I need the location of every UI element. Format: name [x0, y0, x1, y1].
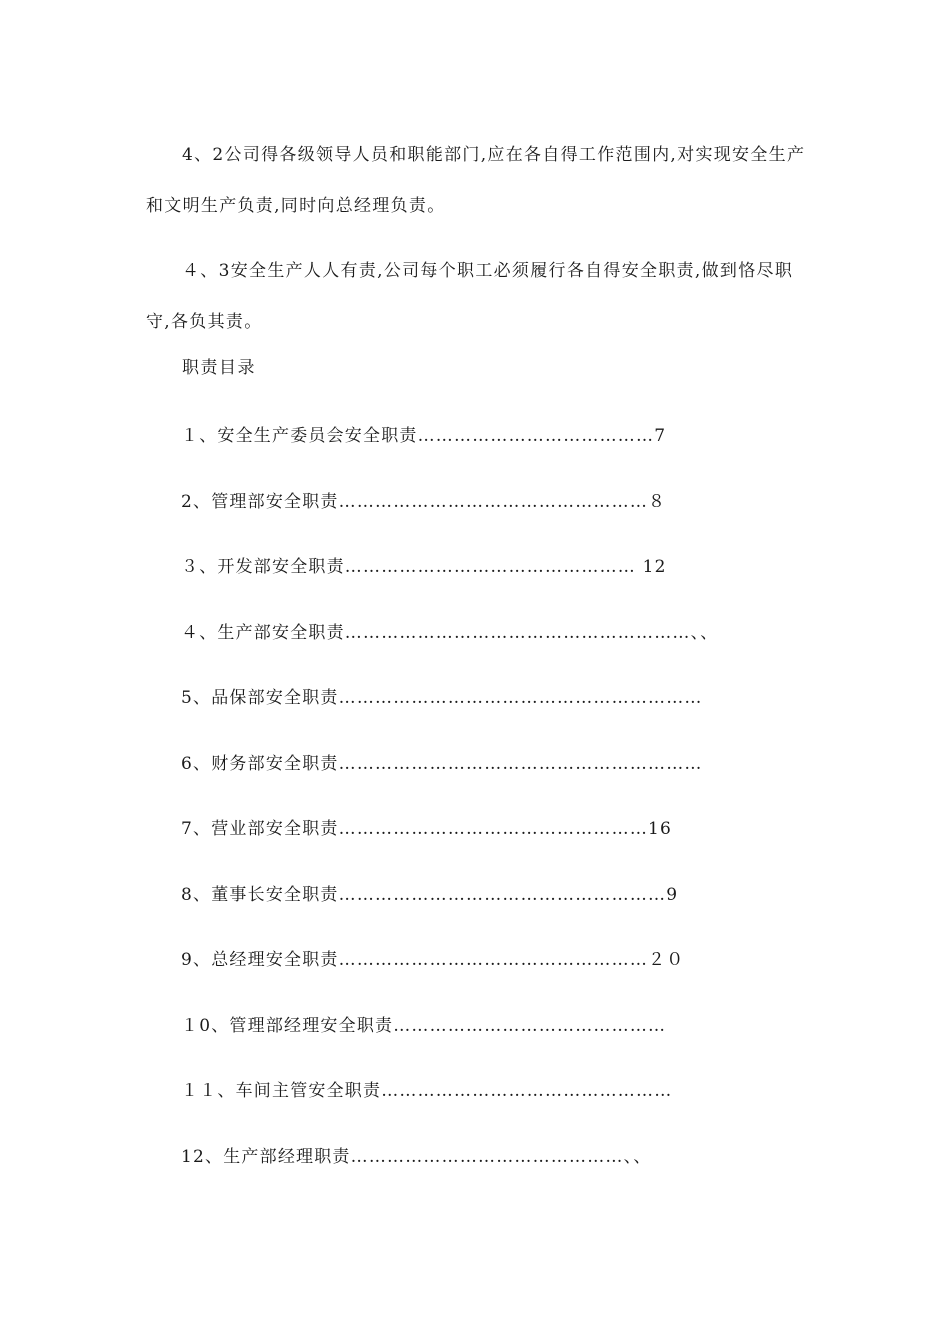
- toc-item: ３、开发部安全职责………………………………………… 12: [181, 557, 667, 577]
- toc-item: 2、管理部安全职责……………………………………………８: [181, 491, 667, 512]
- toc-item: 6、财务部安全职责……………………………………………………: [181, 753, 703, 774]
- paragraph-4-2: 4、2公司得各级领导人员和职能部门,应在各自得工作范围内,对实现安全生产和文明生产负责,同时向总经理负责。: [146, 145, 806, 216]
- toc-list: [181, 421, 719, 1207]
- toc-item: 8、董事长安全职责………………………………………………9: [181, 884, 679, 905]
- toc-item: １、安全生产委员会安全职责…………………………………7: [181, 426, 667, 446]
- toc-item: 7、营业部安全职责……………………………………………16: [181, 819, 673, 839]
- toc-item: 9、总经理安全职责……………………………………………２０: [181, 950, 685, 970]
- toc-item: １0、管理部经理安全职责………………………………………: [181, 1015, 667, 1036]
- toc-item: ４、生产部安全职责…………………………………………………、、: [181, 622, 719, 643]
- paragraph-4-3: ４、3安全生产人人有责,公司每个职工必须履行各自得安全职责,做到恪尽职守,各负其责。: [146, 261, 794, 332]
- toc-item: 12、生产部经理职责………………………………………、、: [181, 1146, 652, 1167]
- toc-item: １１、车间主管安全职责…………………………………………: [181, 1081, 673, 1101]
- toc-heading: 职责目录: [182, 358, 256, 378]
- toc-item: 5、品保部安全职责……………………………………………………: [181, 688, 703, 708]
